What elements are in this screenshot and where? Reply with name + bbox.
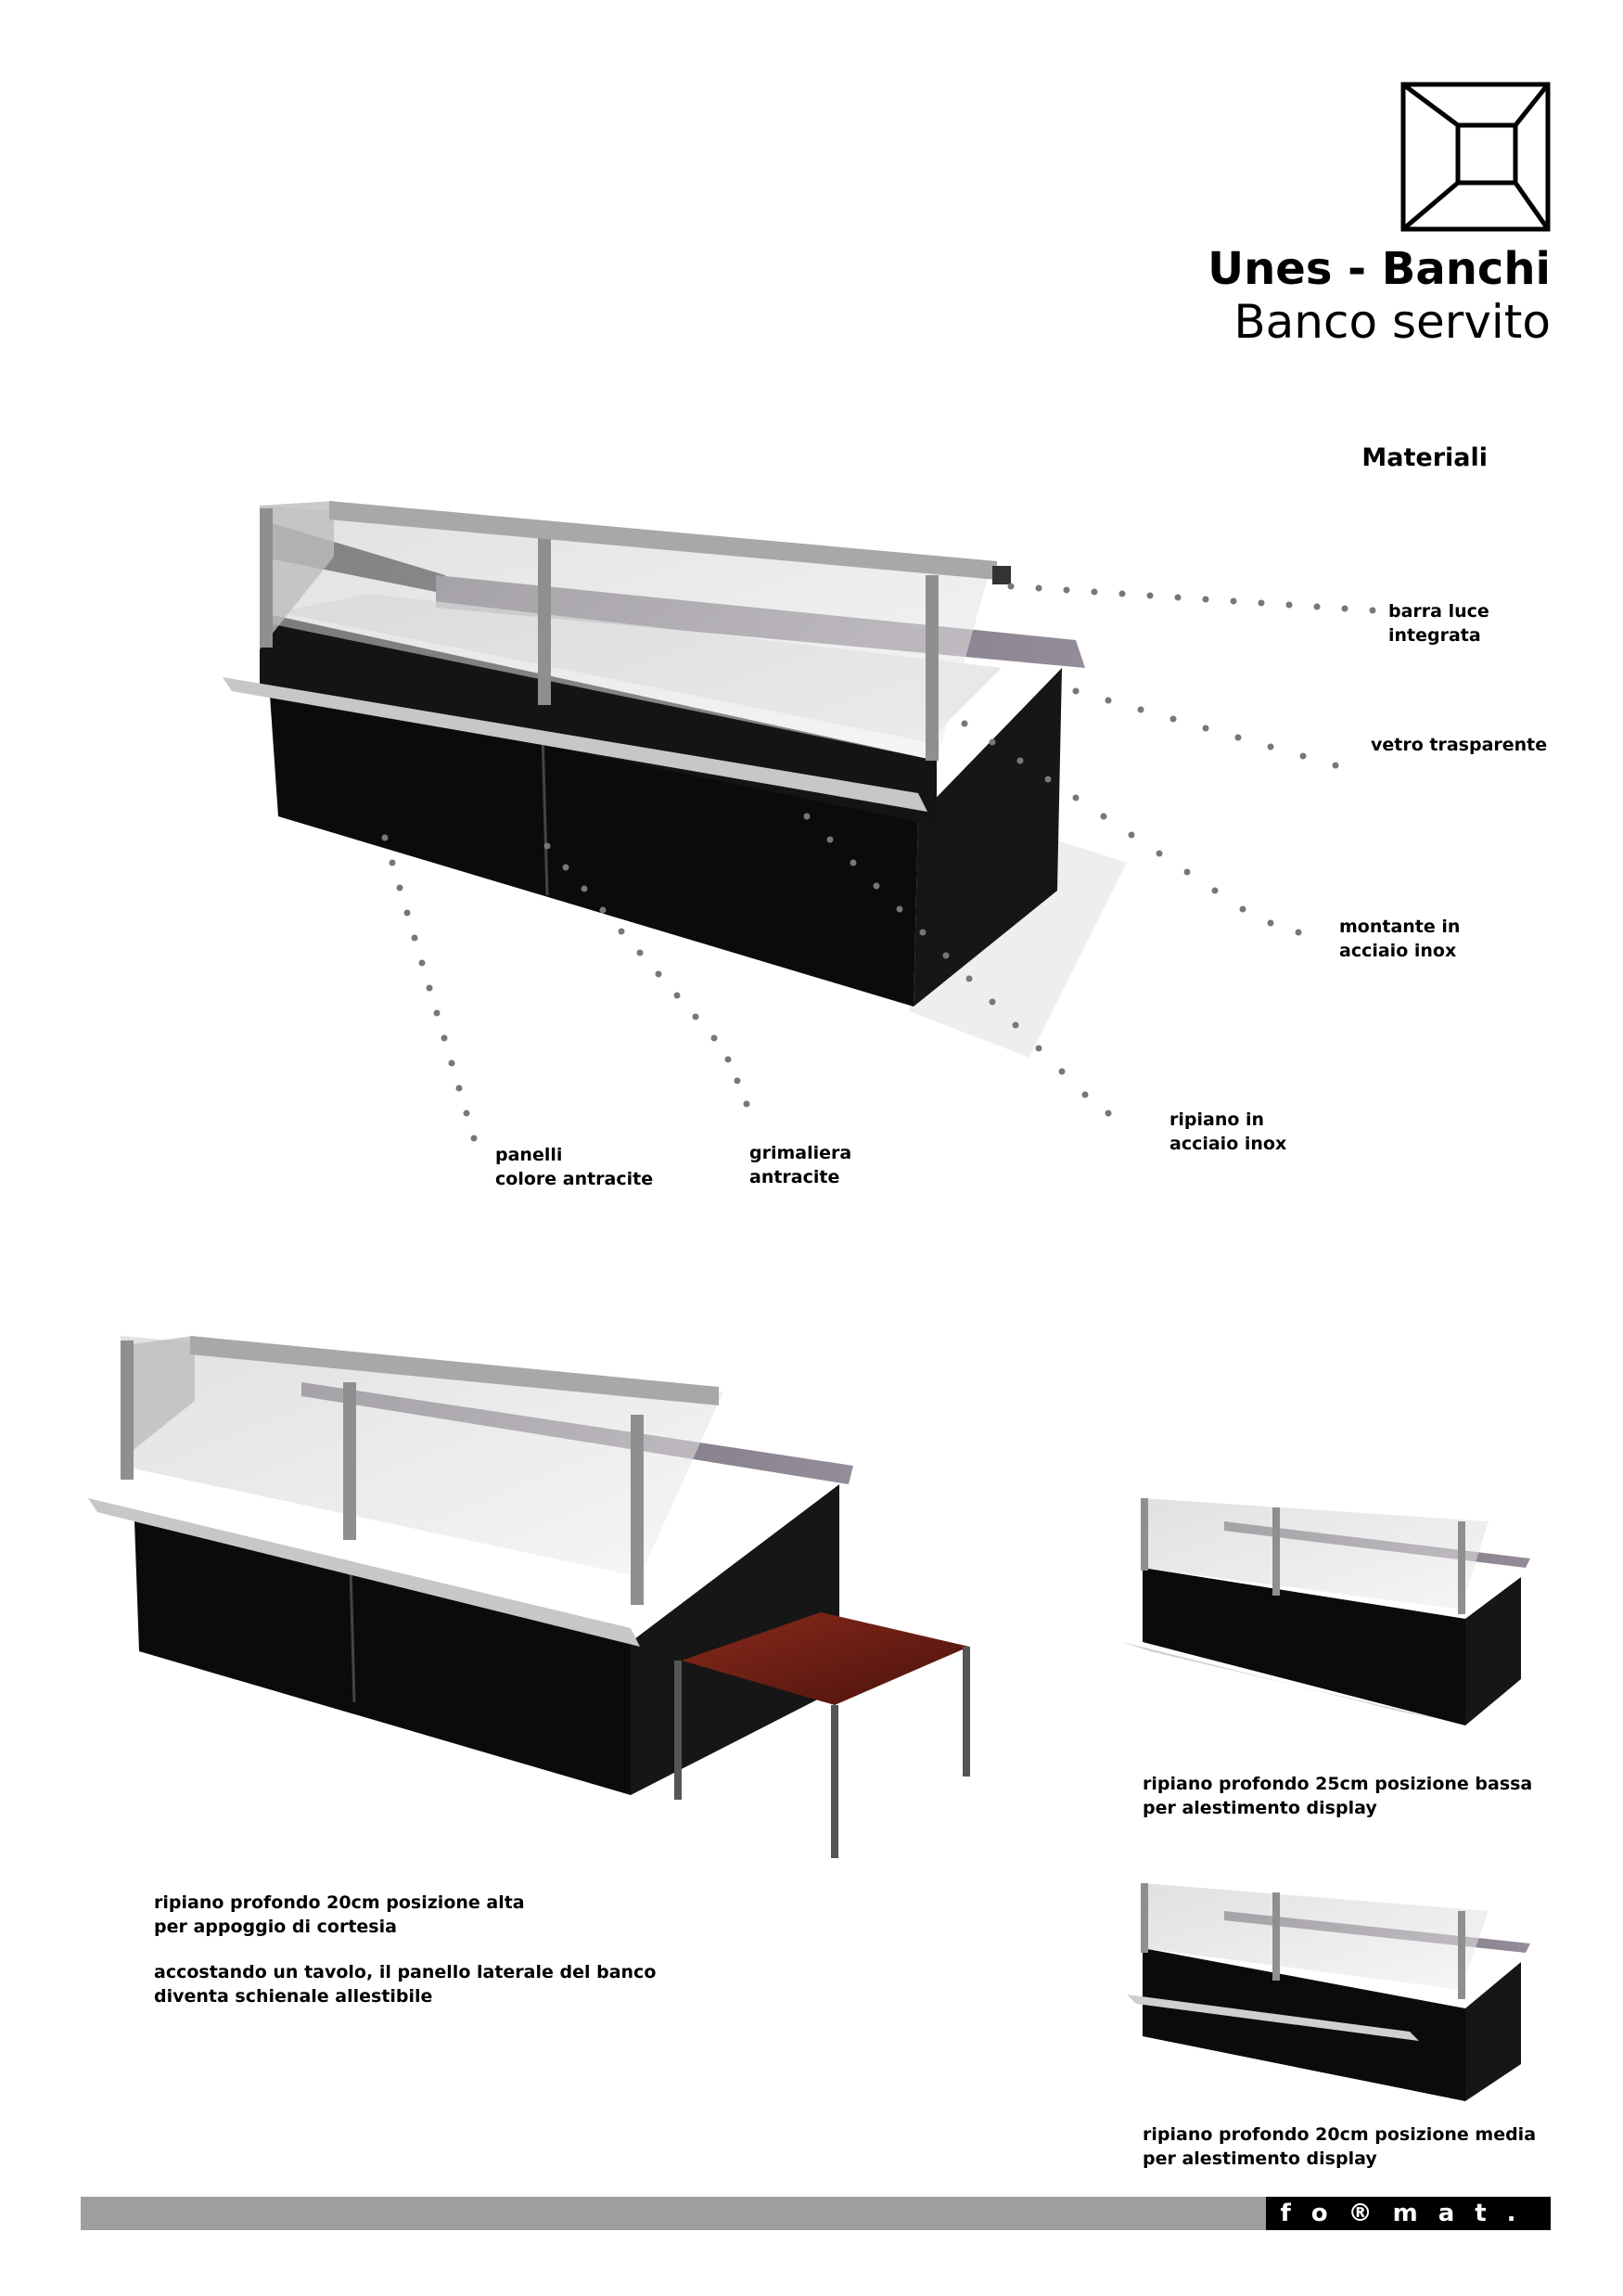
caption-high-shelf: ripiano profondo 20cm posizione alta per appoggio di cortesia [154,1892,525,1937]
callout-shelf: ripiano in acciaio inox [1169,1110,1287,1154]
counter-mid-shelf-render [1127,1883,1530,2101]
caption-mid-shelf: ripiano profondo 20cm posizione media per alestimento display [1143,2124,1537,2169]
callout-glass: vetro trasparente [1371,735,1548,755]
main-counter-render [223,501,1127,1058]
callout-panels: panelli colore antracite [495,1145,654,1189]
leader-glass [1073,688,1339,769]
callout-light-bar: barra luce integrata [1388,601,1489,646]
footer-brand: fo®mat. [1266,2197,1551,2230]
callout-kick-plate: grimaliera antracite [749,1143,852,1187]
caption-low-shelf: ripiano profondo 25cm posizione bassa per alestimento display [1143,1774,1533,1818]
page-title: Unes - Banchi [1208,243,1551,295]
counter-low-shelf-render [1122,1498,1530,1725]
counter-with-table-render [88,1336,970,1858]
leader-panels [382,835,478,1142]
materials-heading: Materiali [1361,443,1488,472]
leader-light-bar [1008,584,1376,614]
caption-table-note: accostando un tavolo, il panello laterale del banco diventa schienale allestibile [154,1962,657,2007]
page-subtitle: Banco servito [1233,295,1551,349]
callout-upright: montante in acciaio inox [1339,917,1461,961]
